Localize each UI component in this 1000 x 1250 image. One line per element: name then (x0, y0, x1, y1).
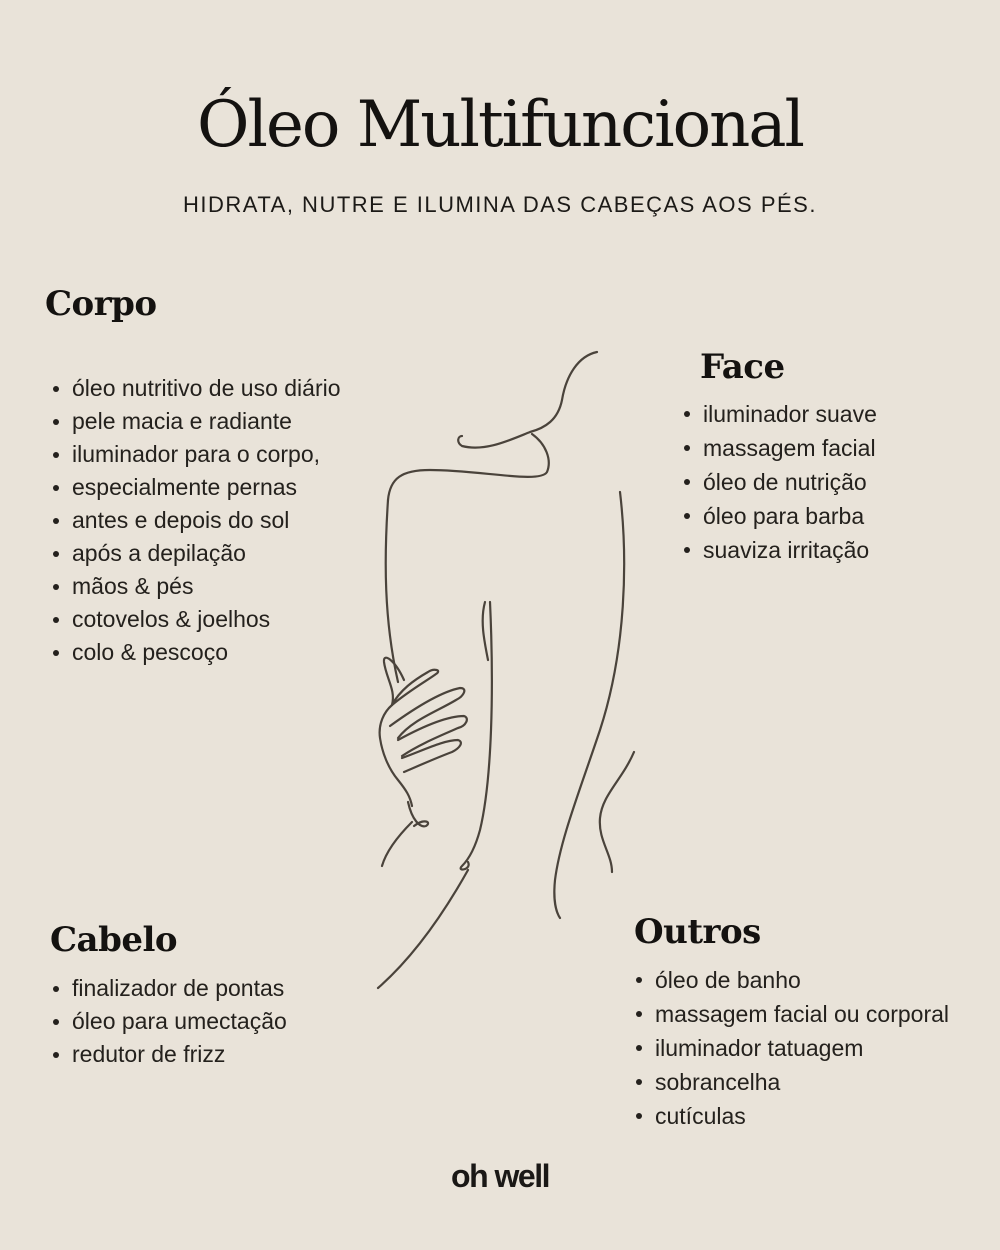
woman-back-line-art-icon (360, 340, 660, 1000)
section-title-cabelo: Cabelo (50, 920, 178, 960)
list-outros (633, 963, 949, 1133)
list-item: óleo para umectação (50, 1005, 287, 1038)
list-item: óleo nutritivo de uso diário (50, 372, 341, 405)
page-title: Óleo Multifuncional (197, 88, 803, 162)
list-item: após a depilação (50, 537, 341, 570)
list-item: óleo de banho (633, 963, 949, 997)
list-corpo (50, 372, 341, 669)
list-item: colo & pescoço (50, 636, 341, 669)
list-item: cotovelos & joelhos (50, 603, 341, 636)
list-item: iluminador suave (681, 397, 877, 431)
list-item: pele macia e radiante (50, 405, 341, 438)
page-subtitle: HIDRATA, NUTRE E ILUMINA DAS CABEÇAS AOS PÉS. (183, 192, 817, 217)
list-item: cutículas (633, 1099, 949, 1133)
section-title-corpo: Corpo (45, 284, 157, 324)
list-cabelo (50, 972, 287, 1071)
section-title-face: Face (700, 347, 785, 387)
brand-logo: oh well (451, 1158, 549, 1194)
list-item: óleo para barba (681, 499, 877, 533)
list-item: mãos & pés (50, 570, 341, 603)
list-item: antes e depois do sol (50, 504, 341, 537)
list-item: iluminador para o corpo, (50, 438, 341, 471)
list-item: especialmente pernas (50, 471, 341, 504)
list-face (681, 397, 877, 567)
list-item: suaviza irritação (681, 533, 877, 567)
list-item: sobrancelha (633, 1065, 949, 1099)
list-item: redutor de frizz (50, 1038, 287, 1071)
list-item: óleo de nutrição (681, 465, 877, 499)
section-title-outros: Outros (634, 912, 761, 952)
list-item: iluminador tatuagem (633, 1031, 949, 1065)
list-item: finalizador de pontas (50, 972, 287, 1005)
list-item: massagem facial ou corporal (633, 997, 949, 1031)
list-item: massagem facial (681, 431, 877, 465)
